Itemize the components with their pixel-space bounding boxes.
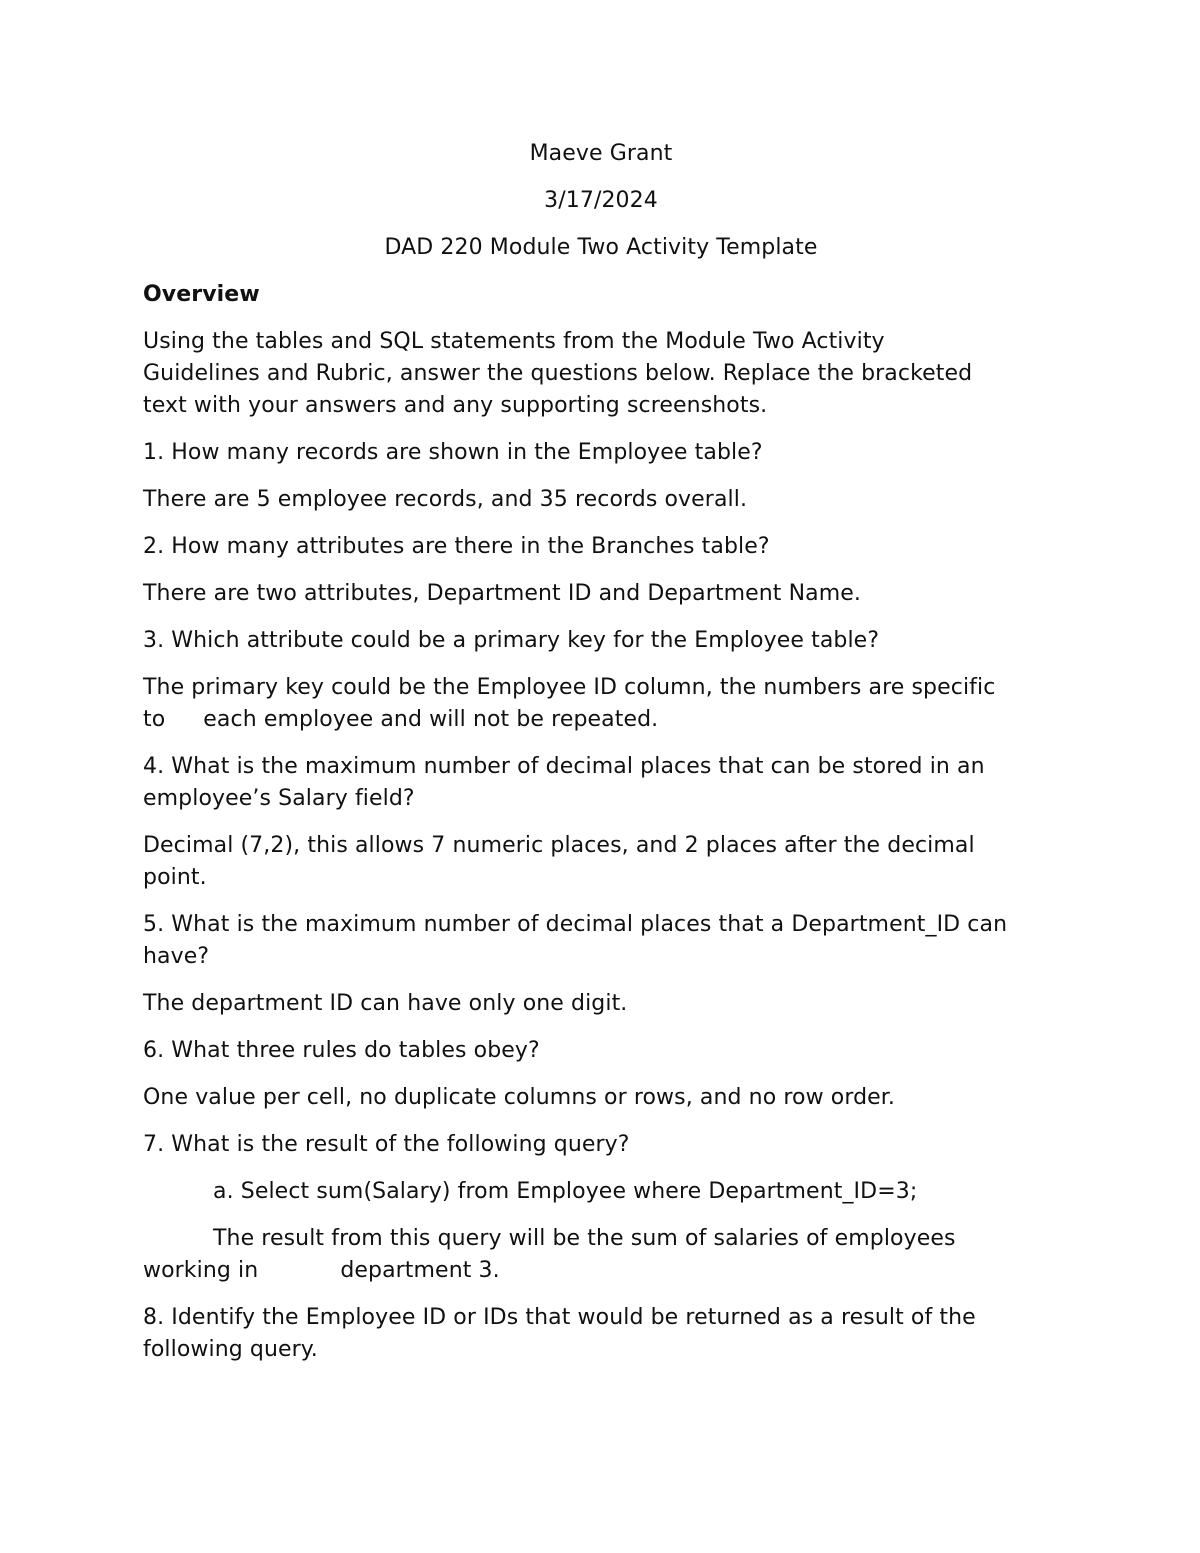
author-name: Maeve Grant	[529, 141, 673, 166]
answer-5: The department ID can have only one digit.	[143, 991, 628, 1016]
question-line: 8. Identify the Employee ID or IDs that would be returned as a result of the	[143, 1305, 976, 1330]
answer-line: point.	[143, 865, 207, 890]
answer-1: There are 5 employee records, and 35 records overall.	[143, 487, 748, 512]
answer-line: The primary key could be the Employee ID column, the numbers are specific	[143, 675, 996, 700]
overview-heading: Overview	[143, 282, 260, 307]
question-4	[143, 751, 1063, 815]
answer-line	[143, 1255, 1063, 1287]
document-date: 3/17/2024	[544, 188, 658, 213]
question-line: following query.	[143, 1337, 318, 1362]
document-title: DAD 220 Module Two Activity Template	[384, 235, 818, 260]
overview-paragraph	[143, 326, 1063, 422]
answer-line: The result from this query will be the sum of salaries of employees	[213, 1226, 956, 1251]
answer-4	[143, 830, 1063, 894]
question-3: 3. Which attribute could be a primary key for the Employee table?	[143, 628, 880, 653]
answer-3	[143, 672, 1063, 736]
answer-fragment: working in	[143, 1258, 259, 1283]
overview-line: Guidelines and Rubric, answer the questions below. Replace the bracketed	[143, 361, 973, 386]
document-body	[143, 138, 1063, 1381]
question-1: 1. How many records are shown in the Employee table?	[143, 440, 763, 465]
sql-query: a. Select sum(Salary) from Employee where Department_ID=3;	[213, 1179, 918, 1204]
overview-line: Using the tables and SQL statements from the Module Two Activity	[143, 329, 885, 354]
question-line: employee’s Salary field?	[143, 786, 415, 811]
answer-line	[143, 704, 1063, 736]
question-6: 6. What three rules do tables obey?	[143, 1038, 540, 1063]
question-line: 4. What is the maximum number of decimal places that can be stored in an	[143, 754, 985, 779]
answer-fragment: to	[143, 707, 166, 732]
question-7: 7. What is the result of the following query?	[143, 1132, 630, 1157]
answer-6: One value per cell, no duplicate columns or rows, and no row order.	[143, 1085, 896, 1110]
question-5	[143, 909, 1063, 973]
question-line: have?	[143, 944, 210, 969]
question-8	[143, 1302, 1063, 1366]
answer-line: Decimal (7,2), this allows 7 numeric places, and 2 places after the decimal	[143, 833, 975, 858]
answer-2: There are two attributes, Department ID and Department Name.	[143, 581, 862, 606]
answer-fragment: department 3.	[340, 1258, 500, 1283]
answer-7	[143, 1223, 1063, 1287]
overview-line: text with your answers and any supporting screenshots.	[143, 393, 768, 418]
question-2: 2. How many attributes are there in the Branches table?	[143, 534, 770, 559]
question-line: 5. What is the maximum number of decimal places that a Department_ID can	[143, 912, 1008, 937]
answer-fragment: each employee and will not be repeated.	[203, 707, 659, 732]
